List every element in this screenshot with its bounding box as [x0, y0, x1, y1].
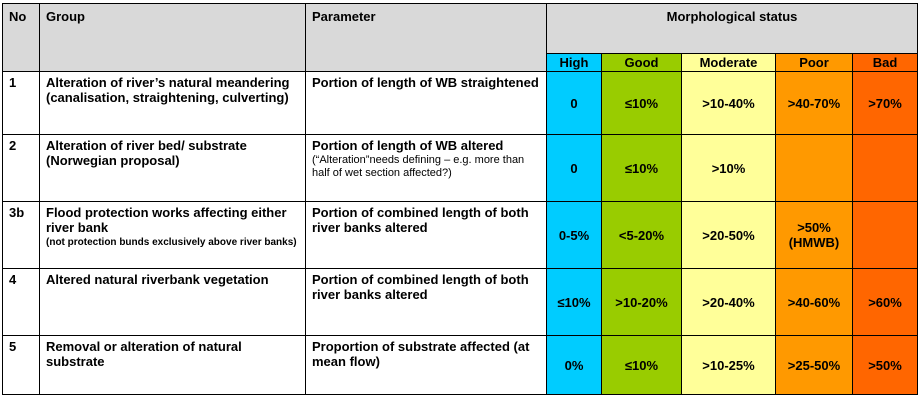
row-no: 2 [3, 135, 40, 202]
value-moderate: >20-40% [682, 269, 776, 336]
parameter-text: Portion of length of WB altered [312, 138, 504, 153]
value-high: 0 [547, 72, 602, 135]
value-bad: >70% [853, 72, 918, 135]
class-header-bad: Bad [853, 54, 918, 72]
value-moderate: >10-25% [682, 336, 776, 395]
class-header-poor: Poor [776, 54, 853, 72]
group-text: Flood protection works affecting either river bank [46, 205, 287, 235]
value-poor [776, 135, 853, 202]
row-parameter [306, 72, 547, 135]
value-good: ≤10% [602, 336, 682, 395]
header-morphological-status: Morphological status [547, 4, 918, 54]
row-no: 4 [3, 269, 40, 336]
value-poor: >40-70% [776, 72, 853, 135]
row-group [40, 72, 306, 135]
class-header-moderate: Moderate [682, 54, 776, 72]
value-high: 0-5% [547, 202, 602, 269]
value-bad [853, 202, 918, 269]
value-high: ≤10% [547, 269, 602, 336]
header-row [3, 4, 918, 54]
group-text: Alteration of river’s natural meandering (canalisation, straightening, culverting) [46, 75, 290, 105]
value-poor: >25-50% [776, 336, 853, 395]
row-parameter [306, 336, 547, 395]
row-parameter [306, 135, 547, 202]
table-row [3, 72, 918, 135]
value-high: 0 [547, 135, 602, 202]
row-group [40, 135, 306, 202]
row-group [40, 269, 306, 336]
value-good: >10-20% [602, 269, 682, 336]
group-text: Altered natural riverbank vegetation [46, 272, 269, 287]
parameter-note: (“Alteration”needs defining – e.g. more than half of wet section affected?) [312, 154, 525, 179]
row-group [40, 336, 306, 395]
value-bad: >60% [853, 269, 918, 336]
value-moderate: >20-50% [682, 202, 776, 269]
value-high: 0% [547, 336, 602, 395]
header-group: Group [40, 4, 306, 72]
value-moderate: >10-40% [682, 72, 776, 135]
value-bad [853, 135, 918, 202]
parameter-text: Proportion of substrate affected (at mean flow) [312, 339, 530, 369]
value-good: <5-20% [602, 202, 682, 269]
parameter-text: Portion of length of WB straightened [312, 75, 539, 90]
parameter-text: Portion of combined length of both river banks altered [312, 205, 529, 235]
parameter-text: Portion of combined length of both river banks altered [312, 272, 529, 302]
row-group [40, 202, 306, 269]
group-note: (not protection bunds exclusively above river banks) [46, 237, 297, 248]
value-good: ≤10% [602, 135, 682, 202]
group-text: Alteration of river bed/ substrate (Norwegian proposal) [46, 138, 247, 168]
value-good: ≤10% [602, 72, 682, 135]
table-row [3, 202, 918, 269]
table-row [3, 135, 918, 202]
row-parameter [306, 202, 547, 269]
value-bad: >50% [853, 336, 918, 395]
table-row [3, 336, 918, 395]
row-no: 5 [3, 336, 40, 395]
value-poor: >40-60% [776, 269, 853, 336]
header-no: No [3, 4, 40, 72]
value-poor: >50% (HMWB) [776, 202, 853, 269]
table-row [3, 269, 918, 336]
row-no: 3b [3, 202, 40, 269]
value-moderate: >10% [682, 135, 776, 202]
class-header-good: Good [602, 54, 682, 72]
header-parameter: Parameter [306, 4, 547, 72]
row-no: 1 [3, 72, 40, 135]
row-parameter [306, 269, 547, 336]
morphological-status-table [2, 3, 918, 395]
class-header-high: High [547, 54, 602, 72]
group-text: Removal or alteration of natural substrate [46, 339, 242, 369]
